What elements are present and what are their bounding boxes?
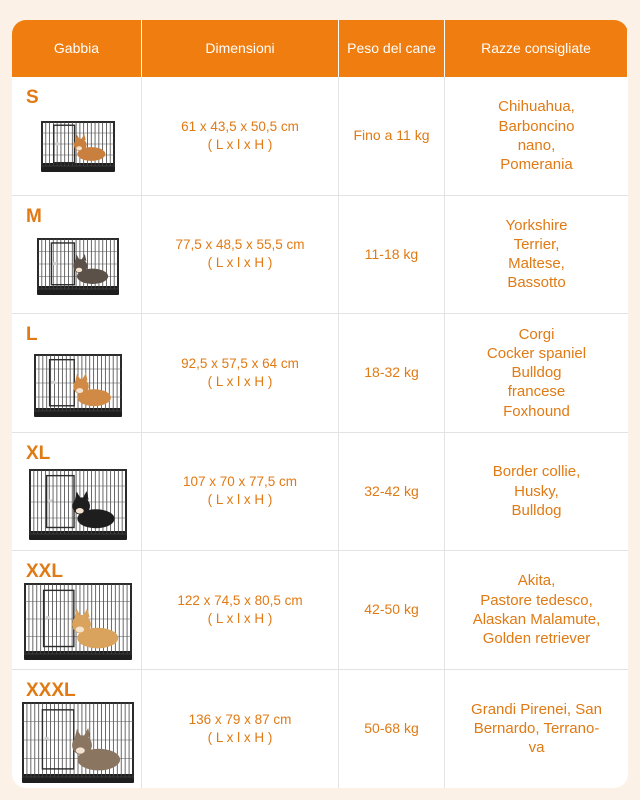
dog-icon bbox=[70, 254, 111, 286]
breed-line: Barboncino bbox=[498, 117, 575, 135]
weight-value: 11-18 kg bbox=[364, 245, 419, 262]
breeds-cell bbox=[445, 196, 628, 315]
weight-cell bbox=[339, 670, 445, 789]
size-label: S bbox=[26, 87, 39, 108]
header-gabbia: Gabbia bbox=[12, 20, 142, 77]
breed-line: Bassotto bbox=[507, 274, 566, 292]
breed-line: Pastore tedesco, bbox=[480, 591, 593, 609]
header-dimensioni: Dimensioni bbox=[142, 20, 339, 77]
dimensions-value: 61 x 43,5 x 50,5 cm bbox=[181, 118, 299, 134]
size-cell bbox=[12, 551, 142, 670]
breed-line: Akita, bbox=[517, 572, 556, 590]
dimensions-cell bbox=[142, 433, 339, 552]
dimensions-value: 77,5 x 48,5 x 55,5 cm bbox=[175, 237, 305, 253]
dog-icon bbox=[68, 608, 122, 651]
weight-cell bbox=[339, 77, 445, 196]
breed-line: Cocker spaniel bbox=[486, 344, 587, 362]
dimensions-value: 136 x 79 x 87 cm bbox=[188, 711, 292, 727]
weight-cell bbox=[339, 314, 445, 433]
dog-icon bbox=[70, 373, 114, 408]
dimensions-cell bbox=[142, 670, 339, 789]
dimensions-unit: ( L x l x H ) bbox=[207, 492, 273, 508]
dimensions-value: 92,5 x 57,5 x 64 cm bbox=[181, 355, 299, 371]
dimensions-cell bbox=[142, 314, 339, 433]
breed-line: Bulldog bbox=[511, 501, 562, 519]
breed-line: Grandi Pirenei, San bbox=[471, 700, 602, 718]
size-cell bbox=[12, 670, 142, 789]
breed-line: Bulldog bbox=[511, 364, 562, 382]
weight-value: 42-50 kg bbox=[364, 601, 419, 618]
size-label: L bbox=[26, 324, 38, 345]
breeds-cell bbox=[445, 77, 628, 196]
breed-line: va bbox=[528, 739, 545, 757]
dog-icon bbox=[69, 491, 118, 531]
size-label: M bbox=[26, 205, 42, 227]
size-label: XXXL bbox=[26, 679, 76, 701]
weight-cell bbox=[339, 196, 445, 315]
breed-line: Husky, bbox=[514, 482, 559, 500]
weight-value: 50-68 kg bbox=[364, 720, 419, 737]
dog-icon bbox=[68, 728, 124, 773]
breed-line: Corgi bbox=[518, 325, 555, 343]
breeds-cell bbox=[445, 551, 628, 670]
weight-value: 32-42 kg bbox=[364, 482, 419, 499]
weight-value: 18-32 kg bbox=[364, 364, 419, 381]
dimensions-value: 122 x 74,5 x 80,5 cm bbox=[177, 592, 303, 608]
breed-line: Foxhound bbox=[503, 402, 570, 420]
breeds-cell bbox=[445, 433, 628, 552]
breed-line: francese bbox=[507, 383, 566, 401]
size-cell bbox=[12, 196, 142, 315]
dimensions-cell bbox=[142, 551, 339, 670]
breed-line: Pomerania bbox=[500, 155, 573, 173]
breed-line: Alaskan Malamute, bbox=[472, 610, 601, 628]
breed-line: Bernardo, Terrano- bbox=[473, 720, 600, 738]
breeds-cell bbox=[445, 670, 628, 789]
dimensions-unit: ( L x l x H ) bbox=[207, 610, 273, 626]
breed-line: Golden retriever bbox=[482, 629, 591, 647]
size-label: XXL bbox=[26, 561, 63, 582]
header-peso: Peso del cane bbox=[339, 20, 445, 77]
size-cell bbox=[12, 433, 142, 552]
dimensions-cell bbox=[142, 77, 339, 196]
size-cell bbox=[12, 77, 142, 196]
size-chart-table bbox=[12, 20, 628, 788]
dog-icon bbox=[71, 134, 108, 163]
breed-line: Maltese, bbox=[508, 255, 565, 273]
breed-line: Yorkshire bbox=[505, 216, 568, 234]
dimensions-unit: ( L x l x H ) bbox=[207, 136, 273, 152]
size-chart-card bbox=[12, 20, 628, 788]
breed-line: Terrier, bbox=[513, 236, 560, 254]
dimensions-value: 107 x 70 x 77,5 cm bbox=[182, 474, 298, 490]
weight-cell bbox=[339, 433, 445, 552]
dimensions-unit: ( L x l x H ) bbox=[207, 373, 273, 389]
size-label: XL bbox=[26, 442, 51, 464]
weight-value: Fino a 11 kg bbox=[353, 127, 430, 144]
dimensions-cell bbox=[142, 196, 339, 315]
size-cell bbox=[12, 314, 142, 433]
breed-line: nano, bbox=[517, 136, 556, 154]
weight-cell bbox=[339, 551, 445, 670]
dimensions-unit: ( L x l x H ) bbox=[207, 255, 273, 271]
breed-line: Border collie, bbox=[492, 463, 581, 481]
breeds-cell bbox=[445, 314, 628, 433]
header-razze: Razze consigliate bbox=[445, 20, 628, 77]
dimensions-unit: ( L x l x H ) bbox=[207, 729, 273, 745]
breed-line: Chihuahua, bbox=[498, 98, 575, 116]
